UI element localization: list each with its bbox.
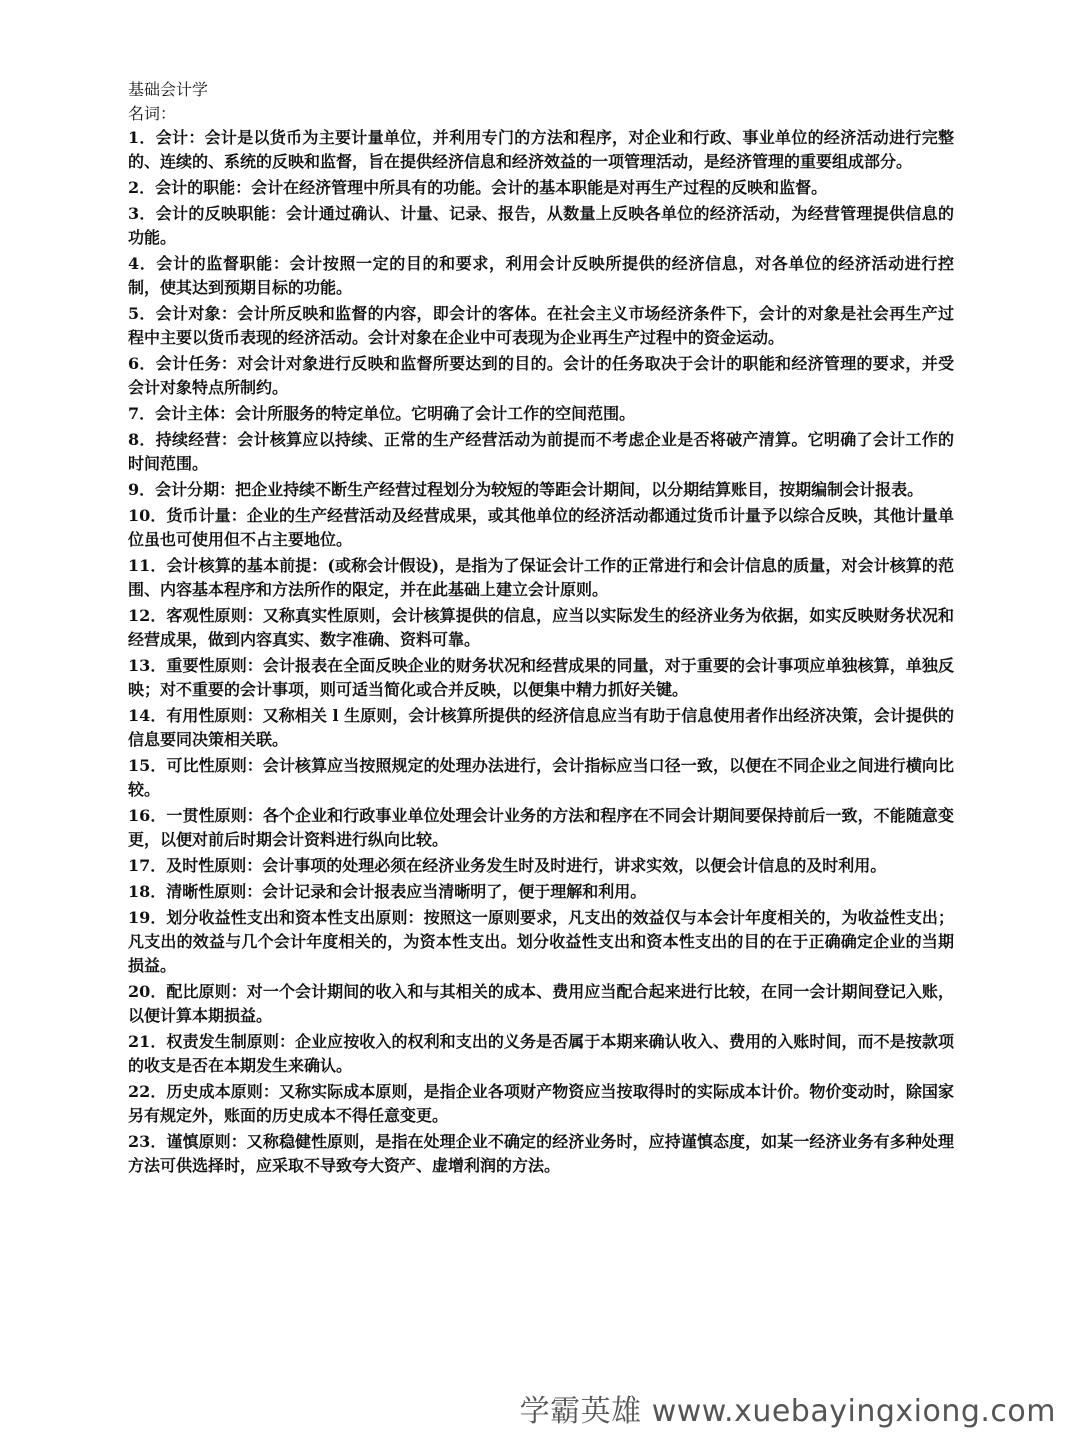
term-entry (128, 428, 954, 476)
term-definition: 会计对象：会计所反映和监督的内容，即会计的客体。在社会主义市场经济条件下，会计的对象是社会再生产过程中主要以货币表现的经济活动。会计对象在企业中可表现为企业再生产过程中的资金运动。 (128, 304, 954, 347)
term-entry (128, 754, 954, 802)
term-entry (128, 654, 954, 702)
term-definition: 会计核算的基本前提：(或称会计假设)，是指为了保证会计工作的正常进行和会计信息的质量，对会计核算的范围、内容基本程序和方法所作的限定，并在此基础上建立会计原则。 (128, 556, 954, 599)
term-definition: 会计的反映职能：会计通过确认、计量、记录、报告，从数量上反映各单位的经济活动，为经营管理提供信息的功能。 (128, 204, 954, 247)
term-number: 16． (128, 806, 167, 825)
site-watermark: 学霸英雄 www.xuebayingxiong.com (519, 1394, 1056, 1429)
term-definition: 划分收益性支出和资本性支出原则：按照这一原则要求，凡支出的效益仅与本会计年度相关的，为收益性支出；凡支出的效益与几个会计年度相关的，为资本性支出。划分收益性支出和资本性支出的目的在于正确确定企业的当期损益。 (128, 908, 954, 975)
term-number: 21． (128, 1032, 167, 1051)
document-page (128, 78, 954, 1180)
term-entry (128, 554, 954, 602)
term-definition: 会计主体：会计所服务的特定单位。它明确了会计工作的空间范围。 (155, 404, 636, 423)
term-entry (128, 704, 954, 752)
term-definition: 客观性原则：又称真实性原则，会计核算提供的信息，应当以实际发生的经济业务为依据，如实反映财务状况和经营成果，做到内容真实、数字准确、资料可靠。 (128, 606, 954, 649)
term-number: 12． (128, 606, 167, 625)
section-heading: 名词： (128, 104, 177, 123)
term-definition: 清晰性原则：会计记录和会计报表应当清晰明了，便于理解和利用。 (166, 882, 647, 901)
term-number: 2． (128, 178, 156, 197)
term-entry (128, 1130, 954, 1178)
term-number: 18． (128, 882, 167, 901)
term-number: 10． (128, 506, 167, 525)
term-entry (128, 402, 954, 426)
term-number: 19． (128, 908, 167, 927)
term-entry (128, 478, 954, 502)
term-entry (128, 302, 954, 350)
term-number: 8． (128, 430, 156, 449)
term-definition: 会计任务：对会计对象进行反映和监督所要达到的目的。会计的任务取决于会计的职能和经济管理的要求，并受会计对象特点所制约。 (128, 354, 954, 397)
term-number: 14． (128, 706, 167, 725)
term-number: 22． (128, 1082, 167, 1101)
term-entry (128, 202, 954, 250)
term-number: 9． (128, 480, 156, 499)
term-number: 11． (128, 556, 167, 575)
term-number: 7． (128, 404, 156, 423)
term-entry (128, 126, 954, 174)
term-number: 15． (128, 756, 167, 775)
term-definition: 会计的职能：会计在经济管理中所具有的功能。会计的基本职能是对再生产过程的反映和监督。 (155, 178, 828, 197)
term-number: 1． (128, 128, 156, 147)
term-definition: 持续经营：会计核算应以持续、正常的生产经营活动为前提而不考虑企业是否将破产清算。它明确了会计工作的时间范围。 (128, 430, 954, 473)
term-number: 6． (128, 354, 156, 373)
term-definition: 会计：会计是以货币为主要计量单位，并利用专门的方法和程序，对企业和行政、事业单位的经济活动进行完整的、连续的、系统的反映和监督，旨在提供经济信息和经济效益的一项管理活动，是经济管理的重要组成部分。 (128, 128, 954, 171)
document-title: 基础会计学 (128, 80, 209, 99)
term-entry (128, 176, 954, 200)
term-number: 23． (128, 1132, 167, 1151)
term-entry (128, 252, 954, 300)
term-entry (128, 604, 954, 652)
term-number: 3． (128, 204, 156, 223)
term-number: 4． (128, 254, 157, 273)
term-definition: 及时性原则：会计事项的处理必须在经济业务发生时及时进行，讲求实效，以便会计信息的及时利用。 (166, 856, 887, 875)
term-entry (128, 804, 954, 852)
term-list (128, 126, 954, 1178)
term-definition: 会计的监督职能：会计按照一定的目的和要求，利用会计反映所提供的经济信息，对各单位的经济活动进行控制，使其达到预期目标的功能。 (128, 254, 954, 297)
term-definition: 一贯性原则：各个企业和行政事业单位处理会计业务的方法和程序在不同会计期间要保持前后一致，不能随意变更，以便对前后时期会计资料进行纵向比较。 (128, 806, 954, 849)
term-number: 20． (128, 982, 167, 1001)
term-entry (128, 854, 954, 878)
term-definition: 货币计量：企业的生产经营活动及经营成果，或其他单位的经济活动都通过货币计量予以综合反映，其他计量单位虽也可使用但不占主要地位。 (128, 506, 954, 549)
term-entry (128, 906, 954, 978)
term-number: 17． (128, 856, 167, 875)
term-definition: 权责发生制原则：企业应按收入的权利和支出的义务是否属于本期来确认收入、费用的入账时间，而不是按款项的收支是否在本期发生来确认。 (128, 1032, 954, 1075)
term-number: 5． (128, 304, 156, 323)
term-entry (128, 880, 954, 904)
term-definition: 重要性原则：会计报表在全面反映企业的财务状况和经营成果的同量，对于重要的会计事项应单独核算，单独反映；对不重要的会计事项，则可适当简化或合并反映，以便集中精力抓好关键。 (128, 656, 954, 699)
term-definition: 有用性原则：又称相关 l 生原则，会计核算所提供的经济信息应当有助于信息使用者作出经济决策，会计提供的信息要同决策相关联。 (128, 706, 954, 749)
term-entry (128, 980, 954, 1028)
term-entry (128, 1080, 954, 1128)
term-entry (128, 352, 954, 400)
term-entry (128, 1030, 954, 1078)
term-definition: 历史成本原则：又称实际成本原则，是指企业各项财产物资应当按取得时的实际成本计价。物价变动时，除国家另有规定外，账面的历史成本不得任意变更。 (128, 1082, 954, 1125)
term-definition: 谨慎原则：又称稳健性原则，是指在处理企业不确定的经济业务时，应持谨慎态度，如某一经济业务有多种处理方法可供选择时，应采取不导致夸大资产、虚增利润的方法。 (128, 1132, 954, 1175)
term-definition: 可比性原则：会计核算应当按照规定的处理办法进行，会计指标应当口径一致，以便在不同企业之间进行横向比较。 (128, 756, 954, 799)
term-definition: 会计分期：把企业持续不断生产经营过程划分为较短的等距会计期间，以分期结算账目，按期编制会计报表。 (155, 480, 924, 499)
term-definition: 配比原则：对一个会计期间的收入和与其相关的成本、费用应当配合起来进行比较，在同一会计期间登记入账，以便计算本期损益。 (128, 982, 954, 1025)
term-entry (128, 504, 954, 552)
term-number: 13． (128, 656, 167, 675)
